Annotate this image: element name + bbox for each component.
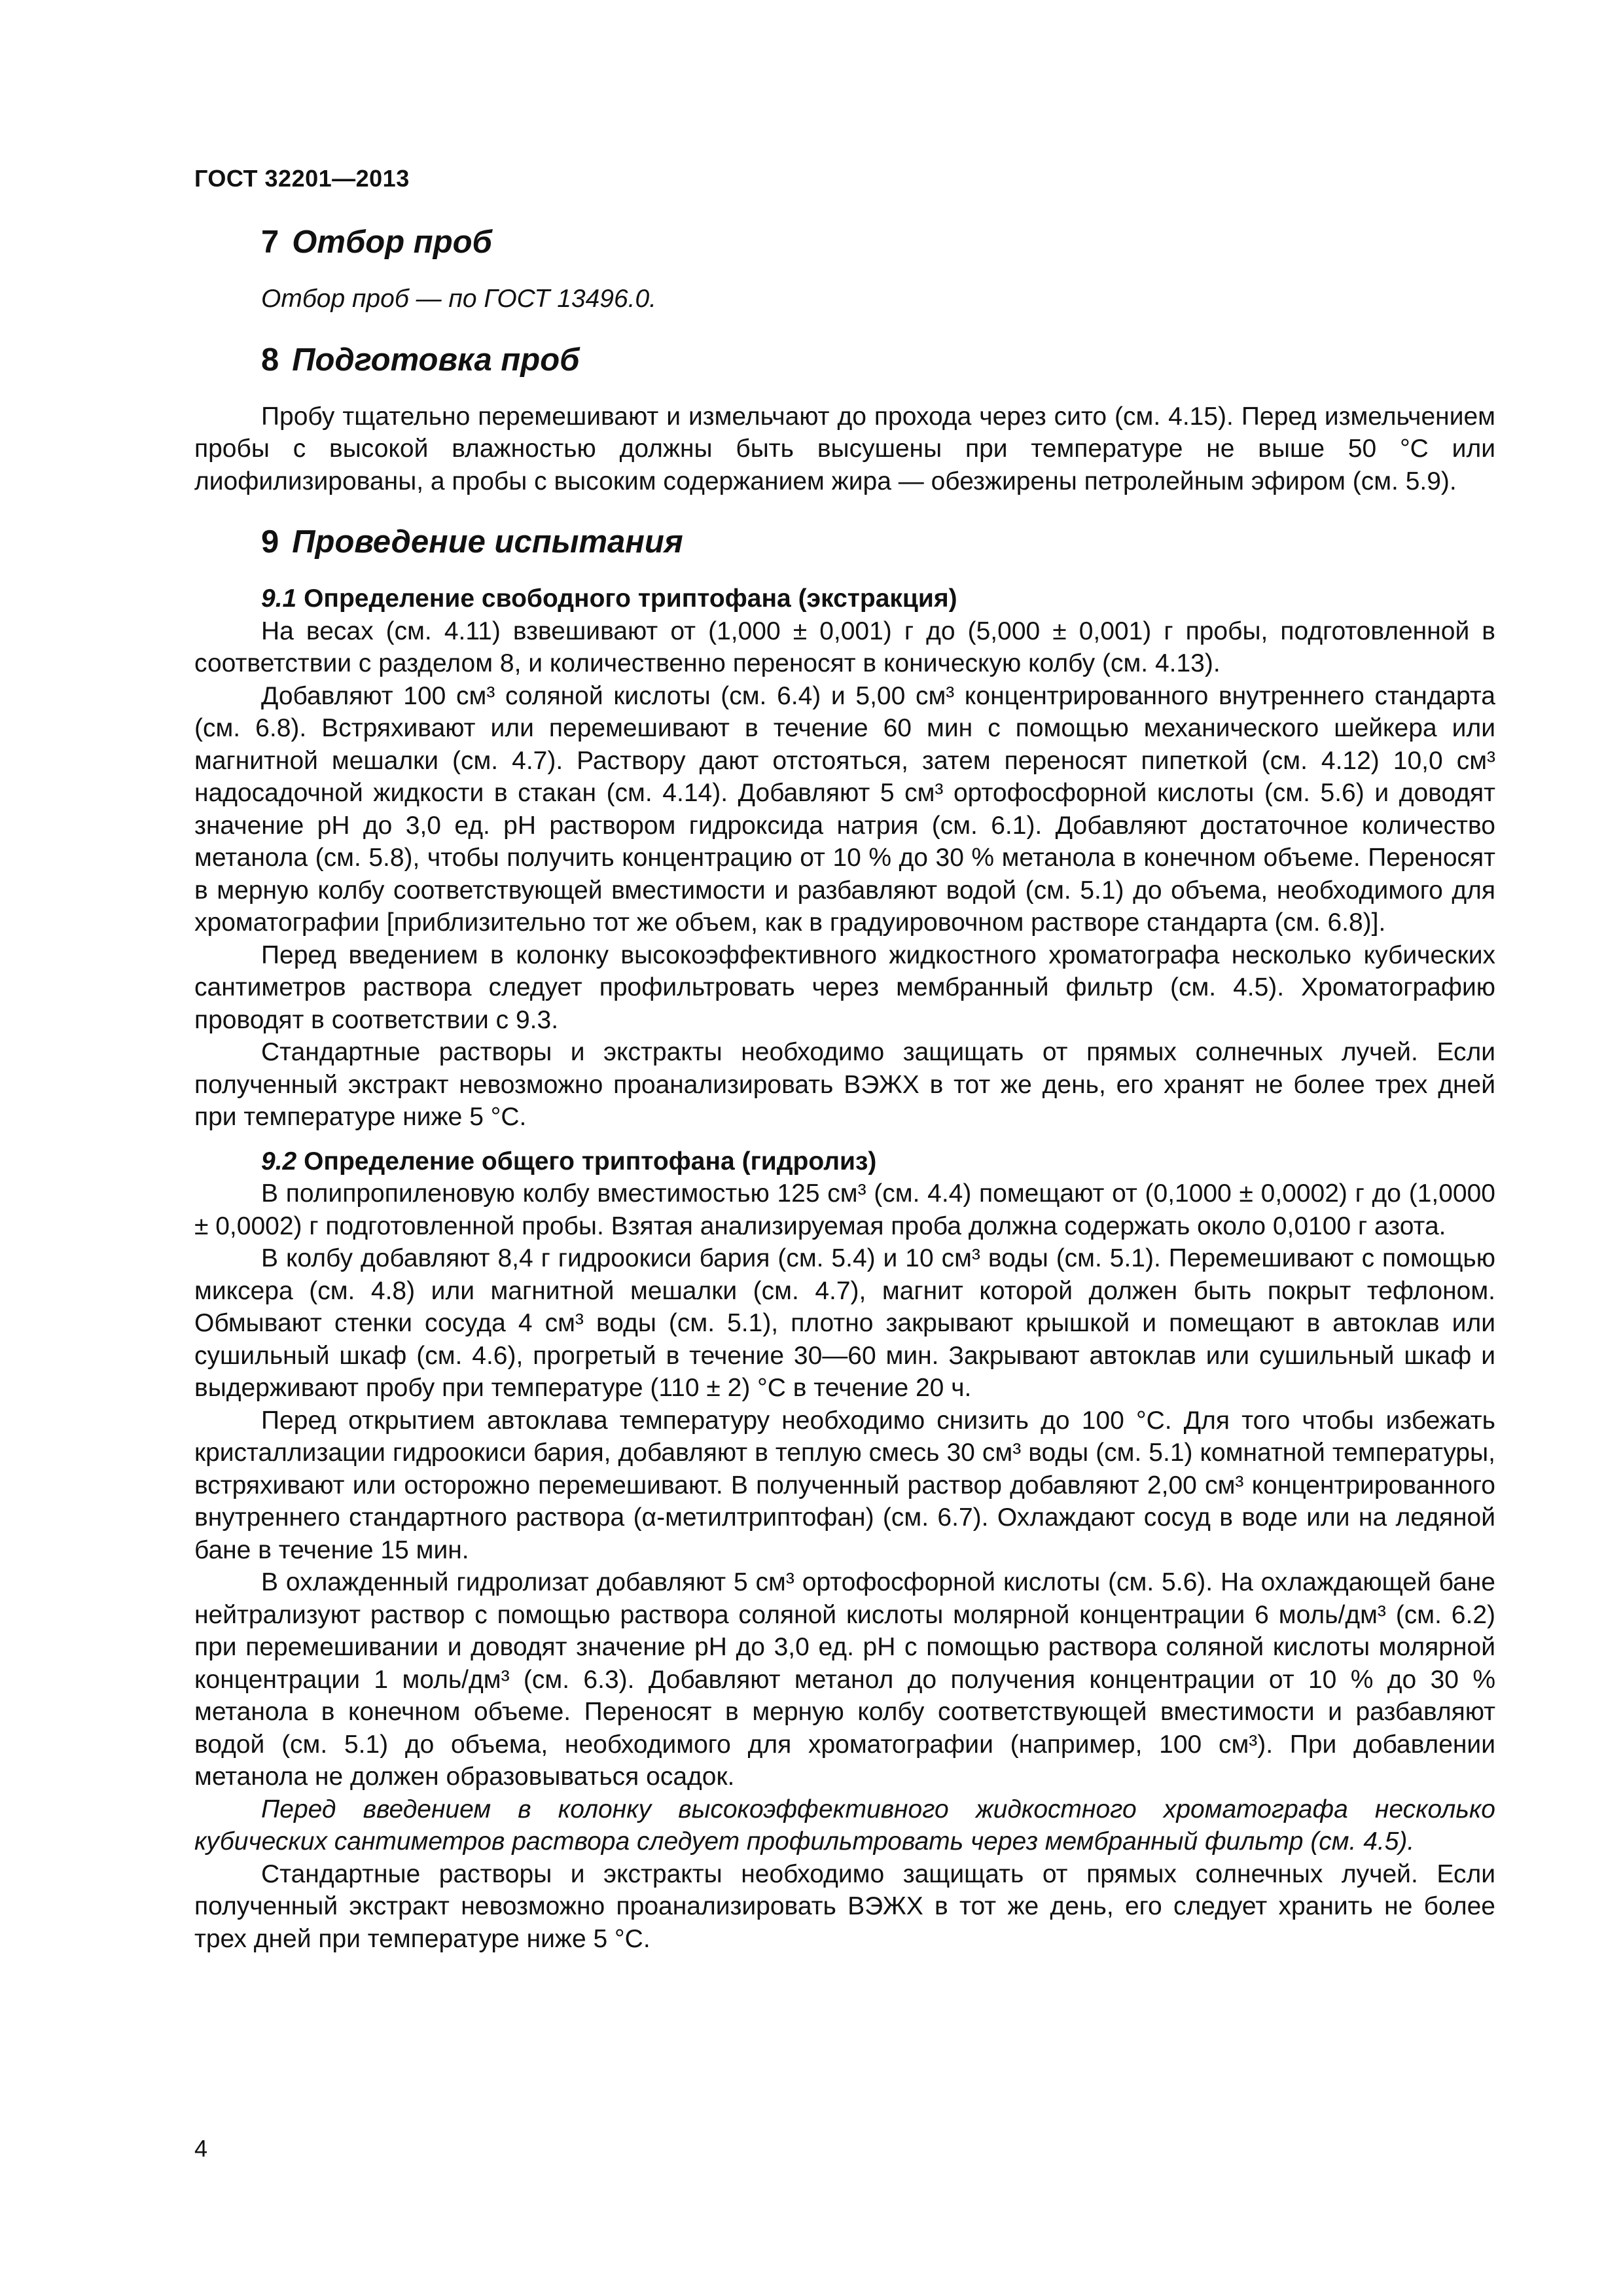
section-title-text: Подготовка проб bbox=[292, 342, 580, 378]
section-title-text: Проведение испытания bbox=[292, 524, 683, 560]
section-9-title bbox=[261, 521, 1495, 563]
section-8-text: Пробу тщательно перемешивают и измельчают до прохода через сито (см. 4.15). Перед измельчением пробы с высокой влажностью должны быть высушены при температуре не выше 50 °С или лиофилизированы, а пробы с высоким содержанием жира — обезжирены петролейным эфиром (см. 5.9). bbox=[194, 402, 1495, 495]
section-8-title bbox=[261, 339, 1495, 381]
subsection-number: 9.2 bbox=[261, 1147, 297, 1175]
paragraph: Стандартные растворы и экстракты необходимо защищать от прямых солнечных лучей. Если полученный экстракт невозможно проанализировать ВЭЖХ в тот же день, его хранят не более трех дней при температуре ниже 5 °С. bbox=[194, 1038, 1495, 1131]
document-body bbox=[194, 221, 1495, 1955]
subsection-title-text: Определение свободного триптофана (экстракция) bbox=[304, 584, 957, 613]
page-number: 4 bbox=[194, 2135, 208, 2162]
paragraph: Стандартные растворы и экстракты необходимо защищать от прямых солнечных лучей. Если полученный экстракт невозможно проанализировать ВЭЖХ в тот же день, его следует хранить не более трех дней при температуре ниже 5 °С. bbox=[194, 1859, 1495, 1953]
section-number: 8 bbox=[261, 342, 279, 378]
paragraph: Перед введением в колонку высокоэффективного жидкостного хроматографа несколько кубических сантиметров раствора следует профильтровать через мембранный фильтр (см. 4.5). Хроматографию проводят в соответствии с 9.3. bbox=[194, 941, 1495, 1034]
paragraph: На весах (см. 4.11) взвешивают от (1,000 ± 0,001) г до (5,000 ± 0,001) г пробы, подготовленной в соответствии с разделом 8, и количественно переносят в коническую колбу (см. 4.13). bbox=[194, 617, 1495, 677]
paragraph: В охлажденный гидролизат добавляют 5 см³ ортофосфорной кислоты (см. 5.6). На охлаждающей бане нейтрализуют раствор с помощью раствора соляной кислоты молярной концентрации 6 моль/дм³ (см. 6.2) при перемешивании и доводят значение pH до 3,0 ед. pH с помощью раствора соляной кислоты молярной концентрации 1 моль/дм³ (см. 6.3). Добавляют метанол до получения концентрации от 10 % до 30 % метанола в конечном объеме. Переносят в мерную колбу соответствующей вместимости и разбавляют водой (см. 5.1) до объема, необходимого для хроматографии (например, 100 см³). При добавлении метанола не должен образовываться осадок. bbox=[194, 1568, 1495, 1791]
subsection-title-text: Определение общего триптофана (гидролиз) bbox=[304, 1147, 877, 1175]
paragraph: Перед введением в колонку высокоэффективного жидкостного хроматографа несколько кубических сантиметров раствора следует профильтровать через мембранный фильтр (см. 4.5). bbox=[194, 1795, 1495, 1856]
paragraph: Добавляют 100 см³ соляной кислоты (см. 6.4) и 5,00 см³ концентрированного внутреннего стандарта (см. 6.8). Встряхивают или перемешивают в течение 60 мин с помощью механического шейкера или магнитной мешалки (см. 4.7). Раствору дают отстояться, затем переносят пипеткой (см. 4.12) 10,0 см³ надосадочной жидкости в стакан (см. 4.14). Добавляют 5 см³ ортофосфорной кислоты (см. 5.6) и доводят значение pH до 3,0 ед. pH раствором гидроксида натрия (см. 6.1). Добавляют достаточное количество метанола (см. 5.8), чтобы получить концентрацию от 10 % до 30 % метанола в конечном объеме. Переносят в мерную колбу соответствующей вместимости и разбавляют водой (см. 5.1) до объема, необходимого для хроматографии [приблизительно тот же объем, как в градуировочном растворе стандарта (см. 6.8)]. bbox=[194, 681, 1495, 937]
paragraph: В полипропиленовую колбу вместимостью 125 см³ (см. 4.4) помещают от (0,1000 ± 0,0002) г до (1,0000 ± 0,0002) г подготовленной пробы. Взятая анализируемая проба должна содержать около 0,0100 г азота. bbox=[194, 1179, 1495, 1240]
subsection-9-2-title bbox=[194, 1145, 1495, 1178]
section-7-title bbox=[261, 221, 1495, 263]
subsection-number: 9.1 bbox=[261, 584, 297, 613]
subsection-9-1-title bbox=[194, 583, 1495, 615]
section-number: 9 bbox=[261, 524, 279, 560]
section-7-text: Отбор проб — по ГОСТ 13496.0. bbox=[261, 285, 657, 313]
paragraph: Перед открытием автоклава температуру необходимо снизить до 100 °С. Для того чтобы избежать кристаллизации гидроокиси бария, добавляют в теплую смесь 30 см³ воды (см. 5.1) комнатной температуры, встряхивают или осторожно перемешивают. В полученный раствор добавляют 2,00 см³ концентрированного внутреннего стандартного раствора (α-метилтриптофан) (см. 6.7). Охлаждают сосуд в воде или на ледяной бане в течение 15 мин. bbox=[194, 1406, 1495, 1564]
paragraph: В колбу добавляют 8,4 г гидроокиси бария (см. 5.4) и 10 см³ воды (см. 5.1). Перемешивают с помощью миксера (см. 4.8) или магнитной мешалки (см. 4.7), магнит которой должен быть покрыт тефлоном. Обмывают стенки сосуда 4 см³ воды (см. 5.1), плотно закрывают крышкой и помещают в автоклав или сушильный шкаф (см. 4.6), прогретый в течение 30—60 мин. Закрывают автоклав или сушильный шкаф и выдерживают пробу при температуре (110 ± 2) °С в течение 20 ч. bbox=[194, 1244, 1495, 1402]
section-number: 7 bbox=[261, 224, 279, 260]
section-title-text: Отбор проб bbox=[292, 224, 492, 260]
document-header: ГОСТ 32201—2013 bbox=[194, 165, 410, 192]
